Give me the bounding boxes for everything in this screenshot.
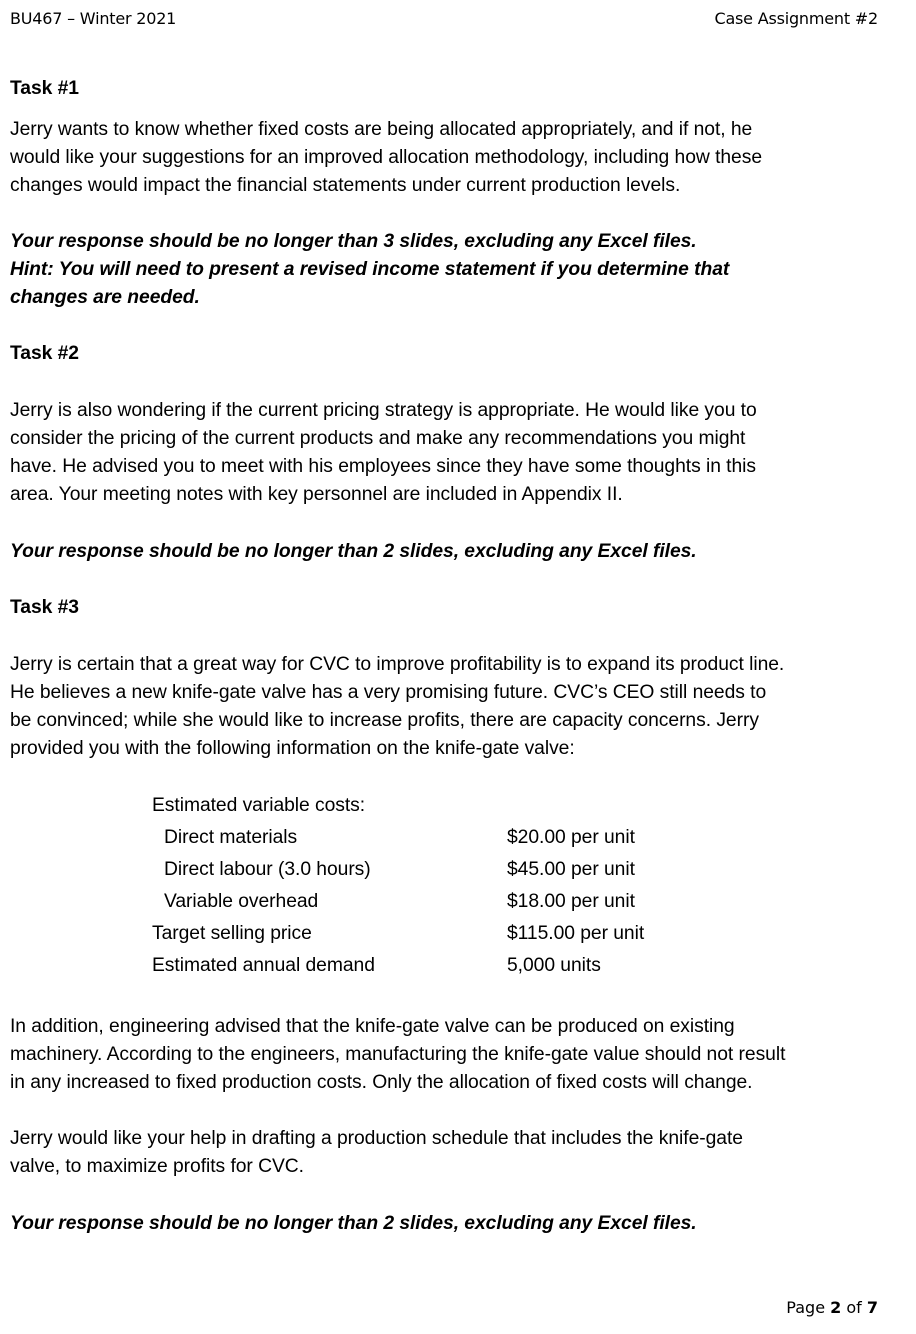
header-course: BU467 – Winter 2021 — [10, 9, 177, 28]
task1-instruction-line: Your response should be no longer than 3 slides, excluding any Excel files. — [10, 231, 697, 252]
task1-para-line: changes would impact the financial statements under current production levels. — [10, 175, 681, 196]
cost-row-value: $45.00 per unit — [507, 859, 635, 880]
task1-heading: Task #1 — [10, 78, 79, 99]
task3-instruction: Your response should be no longer than 2 slides, excluding any Excel files. — [10, 1213, 697, 1234]
cost-row-value: $20.00 per unit — [507, 827, 635, 848]
task3-para-line: He believes a new knife-gate valve has a very promising future. CVC’s CEO still needs to — [10, 682, 767, 703]
cost-row-label: Estimated annual demand — [152, 955, 375, 976]
task2-para-line: area. Your meeting notes with key personnel are included in Appendix II. — [10, 484, 623, 505]
task1-para-line: Jerry wants to know whether fixed costs are being allocated appropriately, and if not, he — [10, 119, 753, 140]
task3-para-line: be convinced; while she would like to increase profits, there are capacity concerns. Jerry — [10, 710, 759, 731]
cost-row-value: $115.00 per unit — [507, 923, 645, 944]
task1-instruction-line: Hint: You will need to present a revised income statement if you determine that — [10, 259, 730, 280]
cost-row-value: 5,000 units — [507, 955, 601, 976]
task2-para-line: consider the pricing of the current products and make any recommendations you might — [10, 428, 746, 449]
cost-row-value: $18.00 per unit — [507, 891, 635, 912]
page-number: Page 2 of 7 — [786, 1298, 878, 1317]
task3-para-line: provided you with the following information on the knife-gate valve: — [10, 738, 575, 759]
task3-para2-line: In addition, engineering advised that the knife-gate valve can be produced on existing — [10, 1016, 735, 1037]
task3-para3-line: valve, to maximize profits for CVC. — [10, 1156, 304, 1177]
task2-para-line: have. He advised you to meet with his employees since they have some thoughts in this — [10, 456, 756, 477]
task3-para-line: Jerry is certain that a great way for CVC to improve profitability is to expand its product line. — [10, 654, 785, 675]
cost-row-label: Direct labour (3.0 hours) — [164, 859, 371, 880]
task3-para2-line: in any increased to fixed production costs. Only the allocation of fixed costs will change. — [10, 1072, 753, 1093]
cost-row-label: Variable overhead — [164, 891, 319, 912]
task1-para-line: would like your suggestions for an improved allocation methodology, including how these — [10, 147, 762, 168]
task1-instruction-line: changes are needed. — [10, 287, 200, 308]
task3-heading: Task #3 — [10, 597, 79, 618]
task3-para3-line: Jerry would like your help in drafting a production schedule that includes the knife-gate — [10, 1128, 743, 1149]
header-assignment: Case Assignment #2 — [714, 9, 878, 28]
task2-instruction: Your response should be no longer than 2 slides, excluding any Excel files. — [10, 541, 697, 562]
cost-row-label: Direct materials — [164, 827, 298, 848]
cost-table-title: Estimated variable costs: — [152, 795, 366, 816]
task3-para2-line: machinery. According to the engineers, manufacturing the knife-gate value should not result — [10, 1044, 786, 1065]
cost-row-label: Target selling price — [152, 923, 312, 944]
task2-heading: Task #2 — [10, 343, 79, 364]
task2-para-line: Jerry is also wondering if the current pricing strategy is appropriate. He would like you to — [10, 400, 757, 421]
